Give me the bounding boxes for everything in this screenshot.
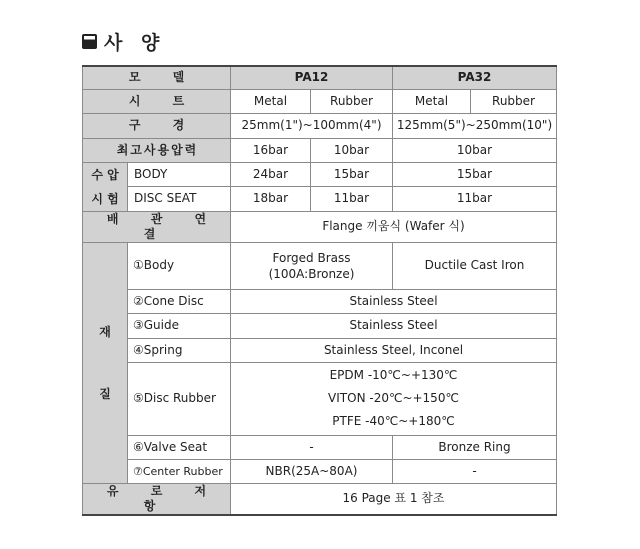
- material-disc-rubber-value: [231, 362, 557, 435]
- material-guide-value: Stainless Steel: [231, 313, 557, 338]
- row-material-body: [83, 242, 557, 289]
- spec-table: [82, 65, 557, 516]
- connection-value: Flange 끼움식 (Wafer 식): [231, 211, 557, 242]
- seat-pa32-rubber: Rubber: [471, 89, 557, 113]
- row-pressure: [83, 138, 557, 162]
- material-body-pa12-line2: (100A:Bronze): [268, 266, 355, 281]
- row-material-spring: [83, 338, 557, 362]
- test-body-pa12-metal: 24bar: [231, 162, 311, 187]
- seat-pa12-metal: Metal: [231, 89, 311, 113]
- disc-rubber-viton: VITON -20℃~+150℃: [328, 391, 459, 405]
- material-guide-label: ③Guide: [128, 313, 231, 338]
- size-pa32: 125mm(5")~250mm(10"): [393, 113, 557, 138]
- material-label: [83, 242, 128, 483]
- material-center-rubber-pa12: NBR(25A~80A): [231, 459, 393, 483]
- material-body-pa12-line1: Forged Brass: [272, 250, 351, 265]
- size-label: 구 경: [83, 113, 231, 138]
- section-title: 사 양: [104, 32, 166, 54]
- material-valve-seat-pa32: Bronze Ring: [393, 435, 557, 459]
- pressure-pa32: 10bar: [393, 138, 557, 162]
- row-material-guide: [83, 313, 557, 338]
- material-valve-seat-label: ⑥Valve Seat: [128, 435, 231, 459]
- seat-pa32-metal: Metal: [393, 89, 471, 113]
- test-body-label: BODY: [128, 162, 231, 187]
- test-disc-seat-pa12-rubber: 11bar: [311, 187, 393, 212]
- material-valve-seat-pa12: -: [231, 435, 393, 459]
- material-disc-rubber-label: ⑤Disc Rubber: [128, 362, 231, 435]
- row-material-valve-seat: [83, 435, 557, 459]
- pressure-pa12-metal: 16bar: [231, 138, 311, 162]
- row-model: [83, 66, 557, 89]
- flow-label: 유 로 저 항: [83, 483, 231, 515]
- test-body-pa32: 15bar: [393, 162, 557, 187]
- test-disc-seat-pa32: 11bar: [393, 187, 557, 212]
- test-label-line2: 시 험: [91, 191, 119, 206]
- square-bullet-icon: [82, 34, 97, 49]
- row-seat: [83, 89, 557, 113]
- material-cone-disc-value: Stainless Steel: [231, 289, 557, 313]
- section-heading: [82, 28, 165, 55]
- disc-rubber-epdm: EPDM -10℃~+130℃: [329, 368, 458, 382]
- test-body-pa12-rubber: 15bar: [311, 162, 393, 187]
- material-spring-value: Stainless Steel, Inconel: [231, 338, 557, 362]
- row-flow: [83, 483, 557, 515]
- material-spring-label: ④Spring: [128, 338, 231, 362]
- model-label: 모 델: [83, 66, 231, 89]
- disc-rubber-ptfe: PTFE -40℃~+180℃: [332, 414, 455, 428]
- pressure-label: 최고사용압력: [83, 138, 231, 162]
- row-size: [83, 113, 557, 138]
- material-body-label: ①Body: [128, 242, 231, 289]
- seat-label: 시 트: [83, 89, 231, 113]
- row-connection: [83, 211, 557, 242]
- material-cone-disc-label: ②Cone Disc: [128, 289, 231, 313]
- test-label: [83, 162, 128, 211]
- flow-value: 16 Page 표 1 참조: [231, 483, 557, 515]
- test-disc-seat-label: DISC SEAT: [128, 187, 231, 212]
- material-body-pa32: Ductile Cast Iron: [393, 242, 557, 289]
- row-test-disc-seat: [83, 187, 557, 212]
- model-pa32: PA32: [393, 66, 557, 89]
- size-pa12: 25mm(1")~100mm(4"): [231, 113, 393, 138]
- connection-label: 배 관 연 결: [83, 211, 231, 242]
- material-label-line1: 재: [99, 324, 111, 339]
- row-material-cone-disc: [83, 289, 557, 313]
- material-body-pa12: [231, 242, 393, 289]
- row-test-body: [83, 162, 557, 187]
- pressure-pa12-rubber: 10bar: [311, 138, 393, 162]
- test-disc-seat-pa12-metal: 18bar: [231, 187, 311, 212]
- material-center-rubber-pa32: -: [393, 459, 557, 483]
- test-label-line1: 수 압: [91, 167, 119, 182]
- row-material-center-rubber: [83, 459, 557, 483]
- row-material-disc-rubber: [83, 362, 557, 435]
- model-pa12: PA12: [231, 66, 393, 89]
- material-label-line2: 질: [99, 386, 111, 401]
- material-center-rubber-label: ⑦Center Rubber: [128, 459, 231, 483]
- seat-pa12-rubber: Rubber: [311, 89, 393, 113]
